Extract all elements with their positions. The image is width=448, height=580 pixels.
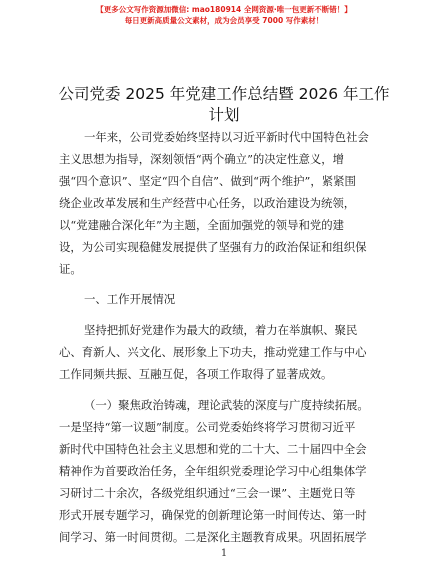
body-text-line: 新时代中国特色社会主义思想和党的二十大、二十届四中全会	[59, 442, 367, 456]
body-text-line: 强“四个意识”、坚定“四个自信”、做到“两个维护”，紧紧围	[59, 174, 356, 188]
body-text-line: 坚持把抓好党建作为最大的政绩，着力在举旗帜、聚民	[84, 323, 358, 337]
promo-banner-line-1: 【更多公文写作资源加微信: mao180914 全网资源·唯一包更新不断错！】	[96, 5, 352, 14]
body-text-line: 主义思想为指导，深刻领悟“两个确立”的决定性意义，增	[59, 152, 345, 166]
body-text-line: 形式开展专题学习，确保党的创新理论第一时间传达、第一时	[59, 508, 367, 522]
body-text-line: 精神作为首要政治任务，全年组织党委理论学习中心组集体学	[59, 464, 367, 478]
section-heading: 一、工作开展情况	[84, 292, 176, 306]
subsection-heading: （一）聚焦政治铸魂，理论武装的深度与广度持续拓展。	[84, 398, 369, 412]
body-text-line: 一是坚持“第一议题”制度。公司党委始终将学习贯彻习近平	[59, 420, 356, 434]
document-title: 公司党委 2025 年党建工作总结暨 2026 年工作	[58, 85, 390, 103]
body-text-line: 证。	[59, 262, 82, 276]
body-text-line: 以“党建融合深化年”为主题，全面加强党的领导和党的建	[59, 218, 345, 232]
document-title-continued: 计划	[208, 106, 240, 124]
body-text-line: 心、育新人、兴文化、展形象上下功夫，推动党建工作与中心	[59, 345, 367, 359]
page-number: 1	[220, 548, 228, 559]
body-text-line: 间学习、第一时间贯彻。二是深化主题教育成果。巩固拓展学	[59, 530, 367, 544]
body-text-line: 绕企业改革发展和生产经营中心任务，以政治建设为统领，	[59, 196, 356, 210]
body-text-line: 工作同频共振、互融互促，各项工作取得了显著成效。	[59, 367, 333, 381]
body-text-line: 一年来，公司党委始终坚持以习近平新时代中国特色社会	[84, 130, 369, 144]
body-text-line: 习研讨二十余次，各级党组织通过“三会一课”、主题党日等	[59, 486, 356, 500]
promo-banner-line-2: 每日更新高质量公文素材，成为会员享受 7000 写作素材！	[124, 16, 324, 25]
body-text-line: 设，为公司实现稳健发展提供了坚强有力的政治保证和组织保	[59, 240, 367, 254]
